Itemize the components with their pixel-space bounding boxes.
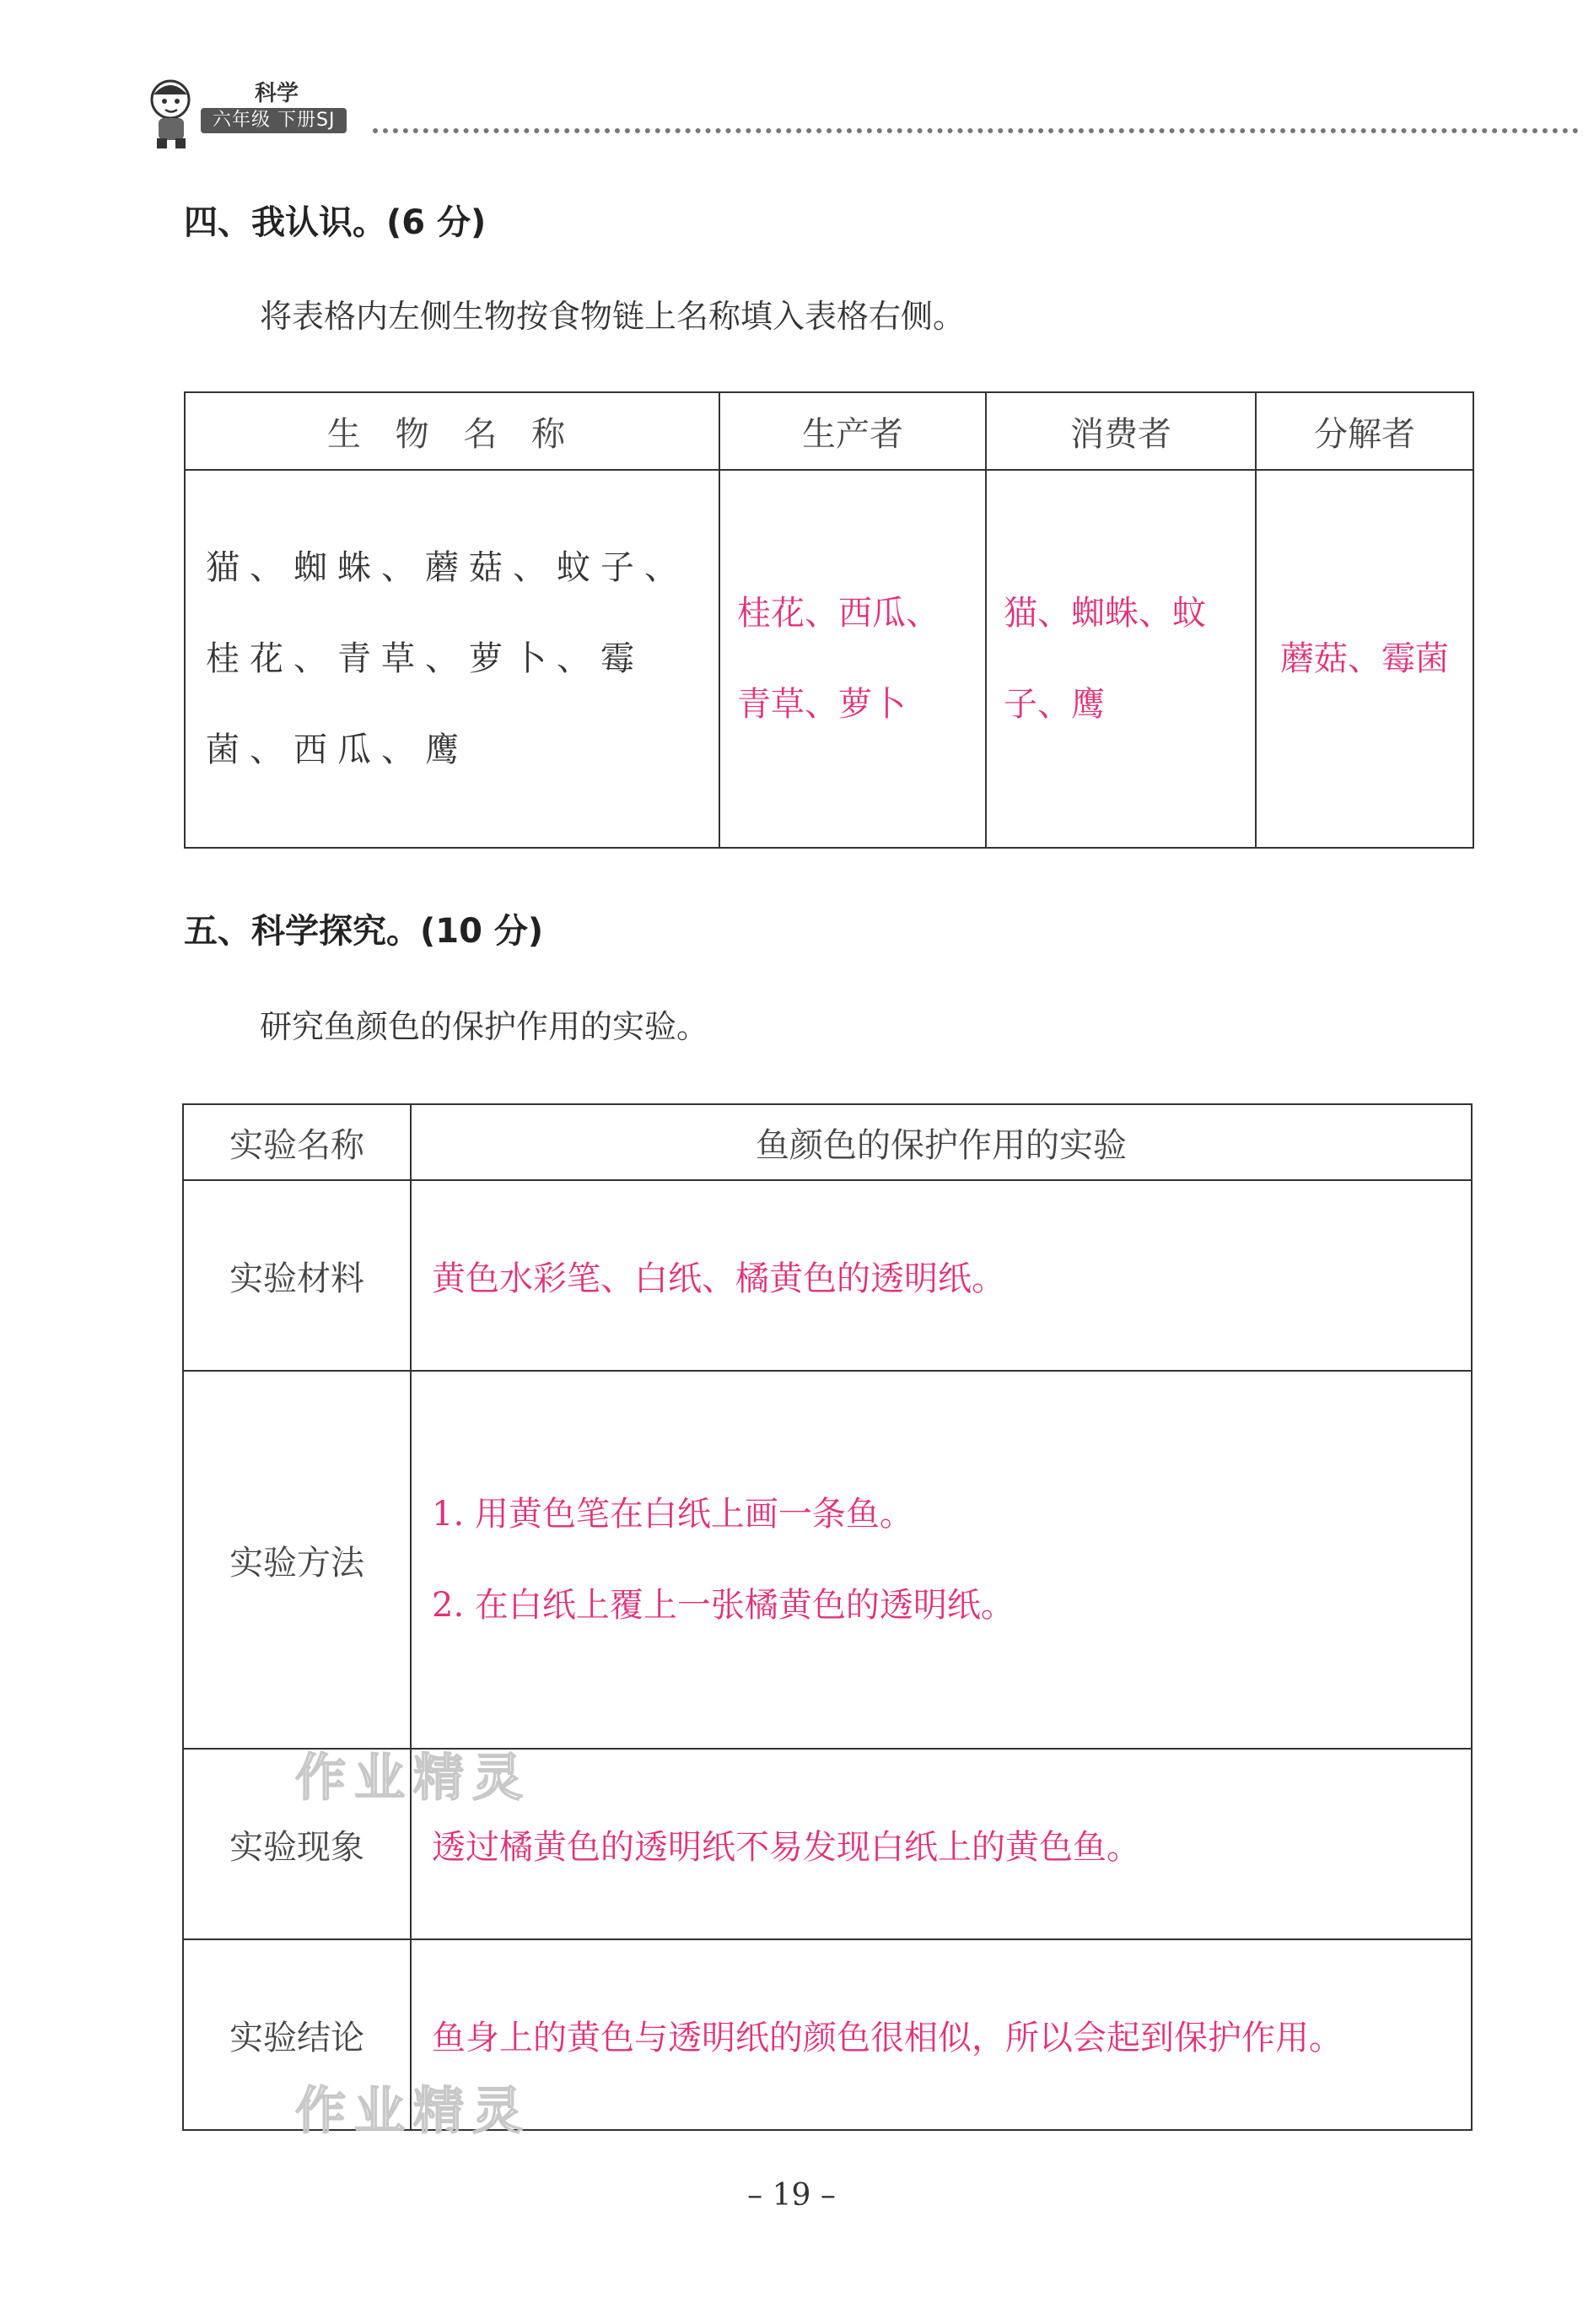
consumers-answer: 猫、蜘蛛、蚊子、鹰 <box>986 470 1256 848</box>
page-header <box>135 74 1583 150</box>
decomposers-answer: 蘑菇、霉菌 <box>1256 470 1473 848</box>
table-row <box>183 1180 1472 1371</box>
method-step: 1. 用黄色笔在白纸上画一条鱼。 <box>432 1495 913 1534</box>
table-row <box>183 1371 1472 1749</box>
name-value: 鱼颜色的保护作用的实验 <box>411 1104 1472 1180</box>
subject-label: 科学 <box>255 81 299 106</box>
mascot-icon <box>135 74 211 150</box>
grade-tag: 六年级 下册SJ <box>201 108 347 133</box>
producers-answer: 桂花、西瓜、青草、萝卜 <box>719 470 986 848</box>
materials-value: 黄色水彩笔、白纸、橘黄色的透明纸。 <box>411 1180 1472 1371</box>
name-label: 实验名称 <box>183 1104 411 1180</box>
header-consumers: 消费者 <box>986 392 1256 470</box>
method-value <box>411 1371 1472 1749</box>
conclusion-label: 实验结论 <box>183 1939 411 2130</box>
header-organisms: 生 物 名 称 <box>185 392 719 470</box>
page-number: – 19 – <box>747 2178 836 2213</box>
section5-instruction: 研究鱼颜色的保护作用的实验。 <box>260 1008 709 1045</box>
table-row <box>185 470 1473 848</box>
experiment-table <box>182 1103 1473 2131</box>
food-chain-table <box>184 391 1474 849</box>
watermark: 作业精灵 <box>295 2082 531 2141</box>
table-row <box>183 1104 1472 1180</box>
phenomenon-label: 实验现象 <box>183 1749 411 1939</box>
header-divider <box>373 128 1579 133</box>
materials-label: 实验材料 <box>183 1180 411 1371</box>
section4-instruction: 将表格内左侧生物按食物链上名称填入表格右侧。 <box>260 298 966 335</box>
phenomenon-value: 透过橘黄色的透明纸不易发现白纸上的黄色鱼。 <box>411 1749 1472 1939</box>
method-label: 实验方法 <box>183 1371 411 1749</box>
table-header-row <box>185 392 1473 470</box>
watermark: 作业精灵 <box>295 1749 531 1808</box>
header-producers: 生产者 <box>719 392 986 470</box>
conclusion-value: 鱼身上的黄色与透明纸的颜色很相似，所以会起到保护作用。 <box>411 1939 1472 2130</box>
header-decomposers: 分解者 <box>1256 392 1473 470</box>
method-step: 2. 在白纸上覆上一张橘黄色的透明纸。 <box>432 1586 1015 1625</box>
section5-title: 五、科学探究。(10 分) <box>184 912 544 951</box>
section4-title: 四、我认识。(6 分) <box>184 203 487 242</box>
organism-list: 猫、蜘蛛、蘑菇、蚊子、桂花、青草、萝卜、霉菌、西瓜、鹰 <box>185 470 719 848</box>
